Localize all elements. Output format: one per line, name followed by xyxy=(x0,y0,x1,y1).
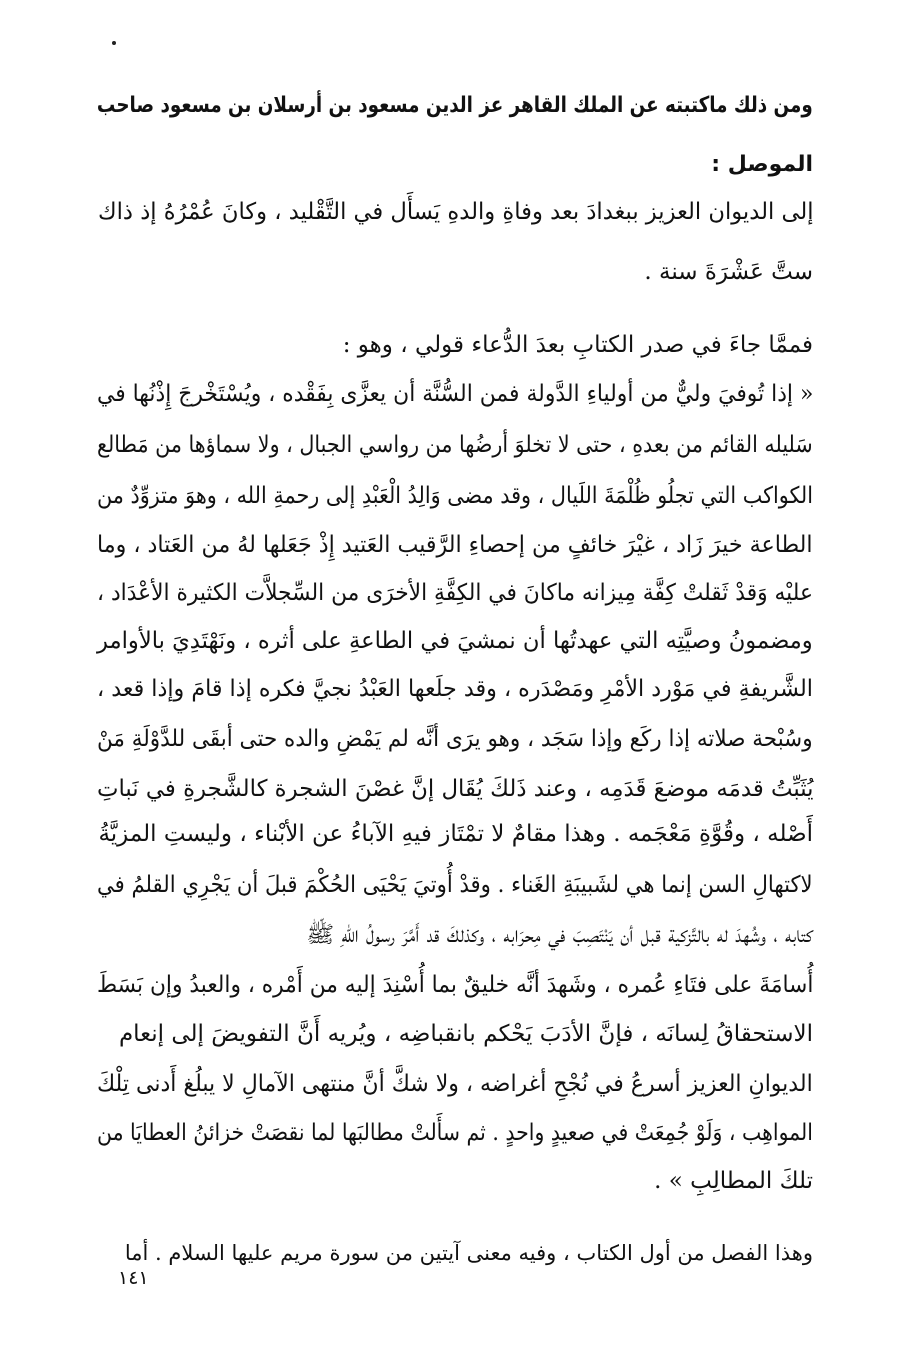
body-line: الكواكب التي تجلُو ظُلْمَةَ اللَيال ، وقد مضى وَالِدُ الْعَبْدِ إلى رحمةِ الله ، وهوَ متزوِّدٌ من xyxy=(96,483,813,509)
page-number: ١٤١ xyxy=(118,1267,149,1289)
body-line: الشَّريفةِ في مَوْرد الأمْرِ ومَصْدَره ، وقد جلَعها العَبْدُ نجيَّ فكره إذا قامَ وإذا قعد ، xyxy=(97,676,813,702)
stray-mark xyxy=(112,41,116,45)
body-line: ومضمونُ وصيَّتِه التي عهدتُها أن نمشيَ في الطاعةِ على أثره ، ونَهْتَدِيَ بالأوامر xyxy=(97,628,813,654)
body-line: الاستحقاقُ لِسانَه ، فإنَّ الأدَبَ يَحْكم بانقباضِه ، ويُريه أَنَّ التفويضَ إلى إنعام xyxy=(118,1021,813,1047)
body-line: كتابه ، وشُهدَ له بالتَّزكية قبل أن يَنْتَصِبَ في مِحرَابه ، وكذلكَ قد أَمَّرَ رسولُ اللهِ ﷺ xyxy=(306,922,813,948)
body-line: الطاعة خيرَ زَاد ، غيْرَ خائفٍ من إحصاءِ الرَّقيب العَتيد إِذْ جَعَلها لهُ من العَتاد ، وما xyxy=(97,532,813,558)
body-line: عليْه وَقدْ ثَقلتْ كِفَّة مِيزانه ماكانَ في الكِفَّةِ الأخرَى من السِّجلاَّت الكثيرة الأعْدَاد ، xyxy=(97,580,813,606)
body-line: « إذا تُوفيَ وليٌّ من أولياءِ الدَّولة فمن السُّنَّة أن يعزَّى بِفَقْده ، ويُسْتَخْرجَ إِذْنُها في xyxy=(96,381,813,407)
body-line: لاكتهالِ السن إنما هي لشَبيبَةِ الغَناء . وقدْ أُوتيَ يَحْيَى الحُكْمَ قبلَ أن يَجْرِي القلمُ في xyxy=(97,872,813,898)
body-line: أُسامَةَ على فتَاءِ عُمره ، وشَهدَ أنَّه خليقٌ بما أُسْنِدَ إليه من أَمْره ، والعبدُ وإن بَسَطَ xyxy=(96,972,813,998)
intro-line-1: إلى الديوان العزيز ببغدادَ بعد وفاةِ والدهِ يَسأَل في التَّقْليد ، وكانَ عُمْرُهُ إذ ذاك xyxy=(97,199,813,225)
body-line: وسُبْحة صلاته إذا ركَع وإذا سَجَد ، وهو يرَى أنَّه لم يَمْضِ والده حتى أبقَى للدَّوْلَةِ مَنْ xyxy=(97,726,813,752)
footer-line: وهذا الفصل من أول الكتاب ، وفيه معنى آيتين من سورة مريم عليها السلام . أما xyxy=(124,1241,813,1265)
body-line: تلكَ المطالِبِ » . xyxy=(654,1168,813,1194)
body-line: الديوانِ العزيز أسرعُ في نُجْحِ أغراضه ، ولا شكَّ أنَّ منتهى الآمالِ لا يبلُغ أَدنى تِلْكَ xyxy=(97,1071,813,1097)
body-line: المواهِب ، وَلَوْ جُمِعَتْ في صعيدٍ واحدٍ . ثم سأَلتْ مطالبَها لما نقصَتْ خزائنُ العطايَا من xyxy=(97,1120,813,1146)
intro-line-2: ستَّ عَشْرَةَ سنة . xyxy=(644,259,813,285)
body-line: سَليله القائم من بعدهِ ، حتى لا تخلوَ أرضُها من رواسي الجبال ، ولا سماؤها من مَطالع xyxy=(97,432,813,458)
heading-line-1: ومن ذلك ماكتبته عن الملك القاهر عز الدين مسعود بن أرسلان بن مسعود صاحب xyxy=(97,93,813,118)
body-line: أَصْله ، وقُوَّةِ مَعْجَمه . وهذا مقامٌ لا تمْتَاز فيهِ الآباءُ عن الأبْناء ، وليستِ المزيَّةُ xyxy=(98,821,813,847)
lead-in-line: فممَّا جاءَ في صدر الكتابِ بعدَ الدُّعاء قولي ، وهو : xyxy=(342,332,813,358)
heading-line-2: الموصل : xyxy=(711,152,813,177)
body-line: يُثَبِّتُ قدمَه موضعَ قَدَمِه ، وعند ذَلكَ يُقَال إنَّ غصْنَ الشجرة كالشَّجرةِ في نَباتِ xyxy=(96,776,813,802)
